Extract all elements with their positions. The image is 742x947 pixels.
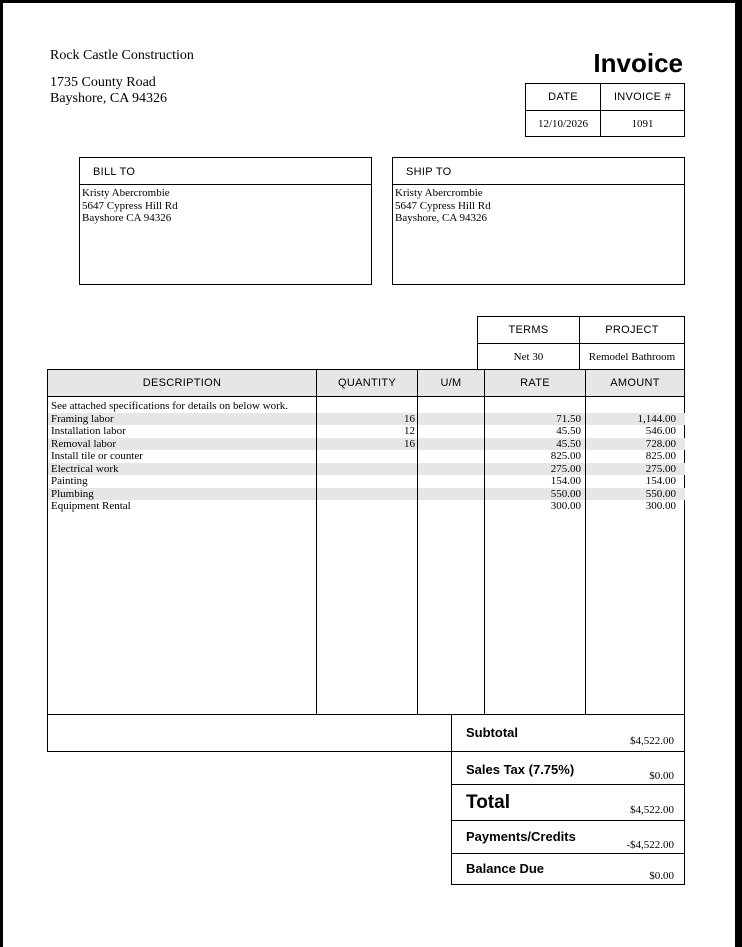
table-row: [48, 488, 685, 500]
cell-amount: 546.00: [645, 425, 676, 437]
cell-description: Removal labor: [51, 437, 117, 450]
payments-row: [451, 820, 685, 854]
bill-to-label: BILL TO: [93, 166, 136, 178]
cell-rate: 825.00: [550, 450, 581, 462]
cell-quantity: 16: [404, 437, 415, 450]
cell-description: Painting: [51, 475, 88, 487]
total-value: $4,522.00: [630, 804, 674, 816]
table-row: [48, 475, 685, 487]
invoice-date: 12/10/2026: [537, 118, 589, 130]
terms-header: TERMS: [508, 324, 549, 336]
cell-amount: 550.00: [645, 487, 676, 500]
terms-project-box: [477, 316, 685, 370]
company-address-line1: 1735 County Road: [50, 75, 156, 90]
cell-amount: 825.00: [645, 450, 676, 462]
table-row: [48, 463, 685, 475]
cell-quantity: 12: [404, 425, 415, 437]
invoice-number: 1091: [631, 118, 654, 130]
terms-value: Net 30: [513, 351, 544, 363]
memo-box: [47, 714, 452, 752]
cell-description: Equipment Rental: [51, 500, 131, 512]
subtotal-row: [451, 714, 685, 752]
sales-tax-label: Sales Tax (7.75%): [466, 762, 575, 777]
cell-rate: 550.00: [550, 487, 581, 500]
col-quantity: QUANTITY: [337, 377, 396, 389]
subtotal-value: $4,522.00: [630, 735, 674, 747]
table-row: [48, 400, 685, 412]
cell-rate: 154.00: [550, 475, 581, 487]
company-name: Rock Castle Construction: [50, 48, 194, 63]
cell-description: Install tile or counter: [51, 450, 143, 462]
payments-value: -$4,522.00: [626, 839, 674, 851]
invoice-page: [3, 3, 735, 947]
cell-rate: 45.50: [556, 437, 581, 450]
col-amount: AMOUNT: [610, 377, 660, 389]
table-row: [48, 438, 685, 450]
ship-to-address: Kristy Abercrombie 5647 Cypress Hill Rd Bayshore, CA 94326: [395, 187, 491, 224]
table-header: [48, 370, 684, 397]
balance-due-value: $0.00: [649, 870, 674, 882]
sales-tax-value: $0.00: [649, 770, 674, 782]
cell-rate: 300.00: [550, 500, 581, 512]
balance-due-row: [451, 853, 685, 885]
date-invoice-box: [525, 83, 685, 137]
cell-description: Installation labor: [51, 425, 126, 437]
col-um: U/M: [440, 377, 462, 389]
line-items-table: [47, 369, 685, 715]
payments-label: Payments/Credits: [466, 829, 576, 844]
subtotal-label: Subtotal: [466, 725, 518, 740]
balance-due-label: Balance Due: [466, 861, 545, 876]
cell-description: Framing labor: [51, 412, 114, 425]
cell-description: See attached specifications for details on below work.: [51, 400, 289, 412]
cell-rate: 275.00: [550, 462, 581, 475]
table-row: [48, 413, 685, 425]
cell-quantity: 16: [404, 412, 415, 425]
ship-to-label: SHIP TO: [406, 166, 452, 178]
project-value: Remodel Bathroom: [588, 351, 676, 363]
total-row: [451, 784, 685, 821]
col-rate: RATE: [520, 377, 550, 389]
company-address-line2: Bayshore, CA 94326: [50, 91, 168, 106]
bill-to-address: Kristy Abercrombie 5647 Cypress Hill Rd Bayshore CA 94326: [82, 187, 178, 224]
table-row: [48, 500, 685, 512]
cell-amount: 275.00: [645, 462, 676, 475]
cell-amount: 728.00: [645, 437, 676, 450]
invoice-number-header: INVOICE #: [613, 91, 672, 103]
col-description: DESCRIPTION: [142, 377, 222, 389]
ship-to-box: [392, 157, 685, 285]
sales-tax-row: [451, 751, 685, 785]
cell-amount: 1,144.00: [637, 412, 676, 425]
cell-rate: 45.50: [556, 425, 581, 437]
table-row: [48, 450, 685, 462]
cell-amount: 300.00: [645, 500, 676, 512]
invoice-title: Invoice: [593, 48, 683, 78]
cell-rate: 71.50: [556, 412, 581, 425]
cell-amount: 154.00: [645, 475, 676, 487]
date-header: DATE: [548, 91, 578, 103]
project-header: PROJECT: [605, 324, 659, 336]
cell-description: Plumbing: [51, 487, 94, 500]
bill-to-box: [79, 157, 372, 285]
cell-description: Electrical work: [51, 462, 119, 475]
table-row: [48, 425, 685, 437]
total-label: Total: [466, 792, 510, 813]
